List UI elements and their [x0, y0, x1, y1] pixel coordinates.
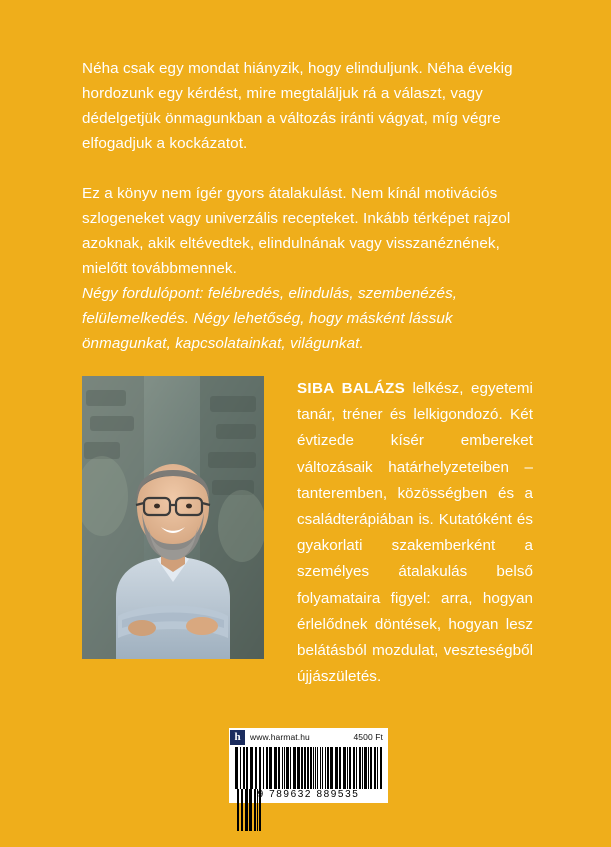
barcode-bars-icon — [235, 747, 382, 789]
author-portrait-image — [82, 376, 264, 659]
blurb-paragraph-2: Ez a könyv nem ígér gyors átalakulást. Nem kínál motivációs szlogeneket vagy univerzális recepteket. Inkább térképet rajzol azoknak, akik eltévedtek, elindulnának vagy visszanéznének, mielőtt továbbmennek. — [82, 185, 511, 277]
publisher-website: www.harmat.hu — [250, 732, 310, 742]
price-label: 4500 Ft — [353, 732, 383, 742]
barcode-block — [229, 728, 388, 803]
author-name: SIBA BALÁZS — [297, 380, 406, 397]
barcode-header — [230, 729, 387, 745]
author-portrait — [82, 376, 264, 659]
author-bio-text: lelkész, egyetemi tanár, tréner és lelkigondozó. Két évtizede kísér embereket változásaik határhelyzeteiben – tanteremben, közösségben és a családterápiában is. Kutatóként és gyakorlati szakemberként a személyes átalakulás belső folyamataira figyel: arra, hogyan érlelődnek döntések, hogyan lesz belátásból mozdulat, veszteségből újjászületés. — [297, 380, 533, 686]
isbn-number: 9 789632 889535 — [257, 789, 360, 800]
blurb-paragraph-3: Négy fordulópont: felébredés, elindulás, szembenézés, felülemelkedés. Négy lehetőség, hogy másként lássuk önmagunkat, kapcsolatainkat, világunkat. — [82, 285, 458, 352]
author-bio — [297, 376, 533, 690]
blurb-paragraph-1: Néha csak egy mondat hiányzik, hogy elinduljunk. Néha évekig hordozunk egy kérdést, mire megtaláljuk rá a választ, vagy dédelgetjük önmagunkban a változás iránti vágyat, míg végre elfogadjuk a kockázatot. — [82, 60, 513, 152]
publisher-logo-icon: h — [230, 730, 245, 745]
blurb-text — [82, 56, 532, 356]
